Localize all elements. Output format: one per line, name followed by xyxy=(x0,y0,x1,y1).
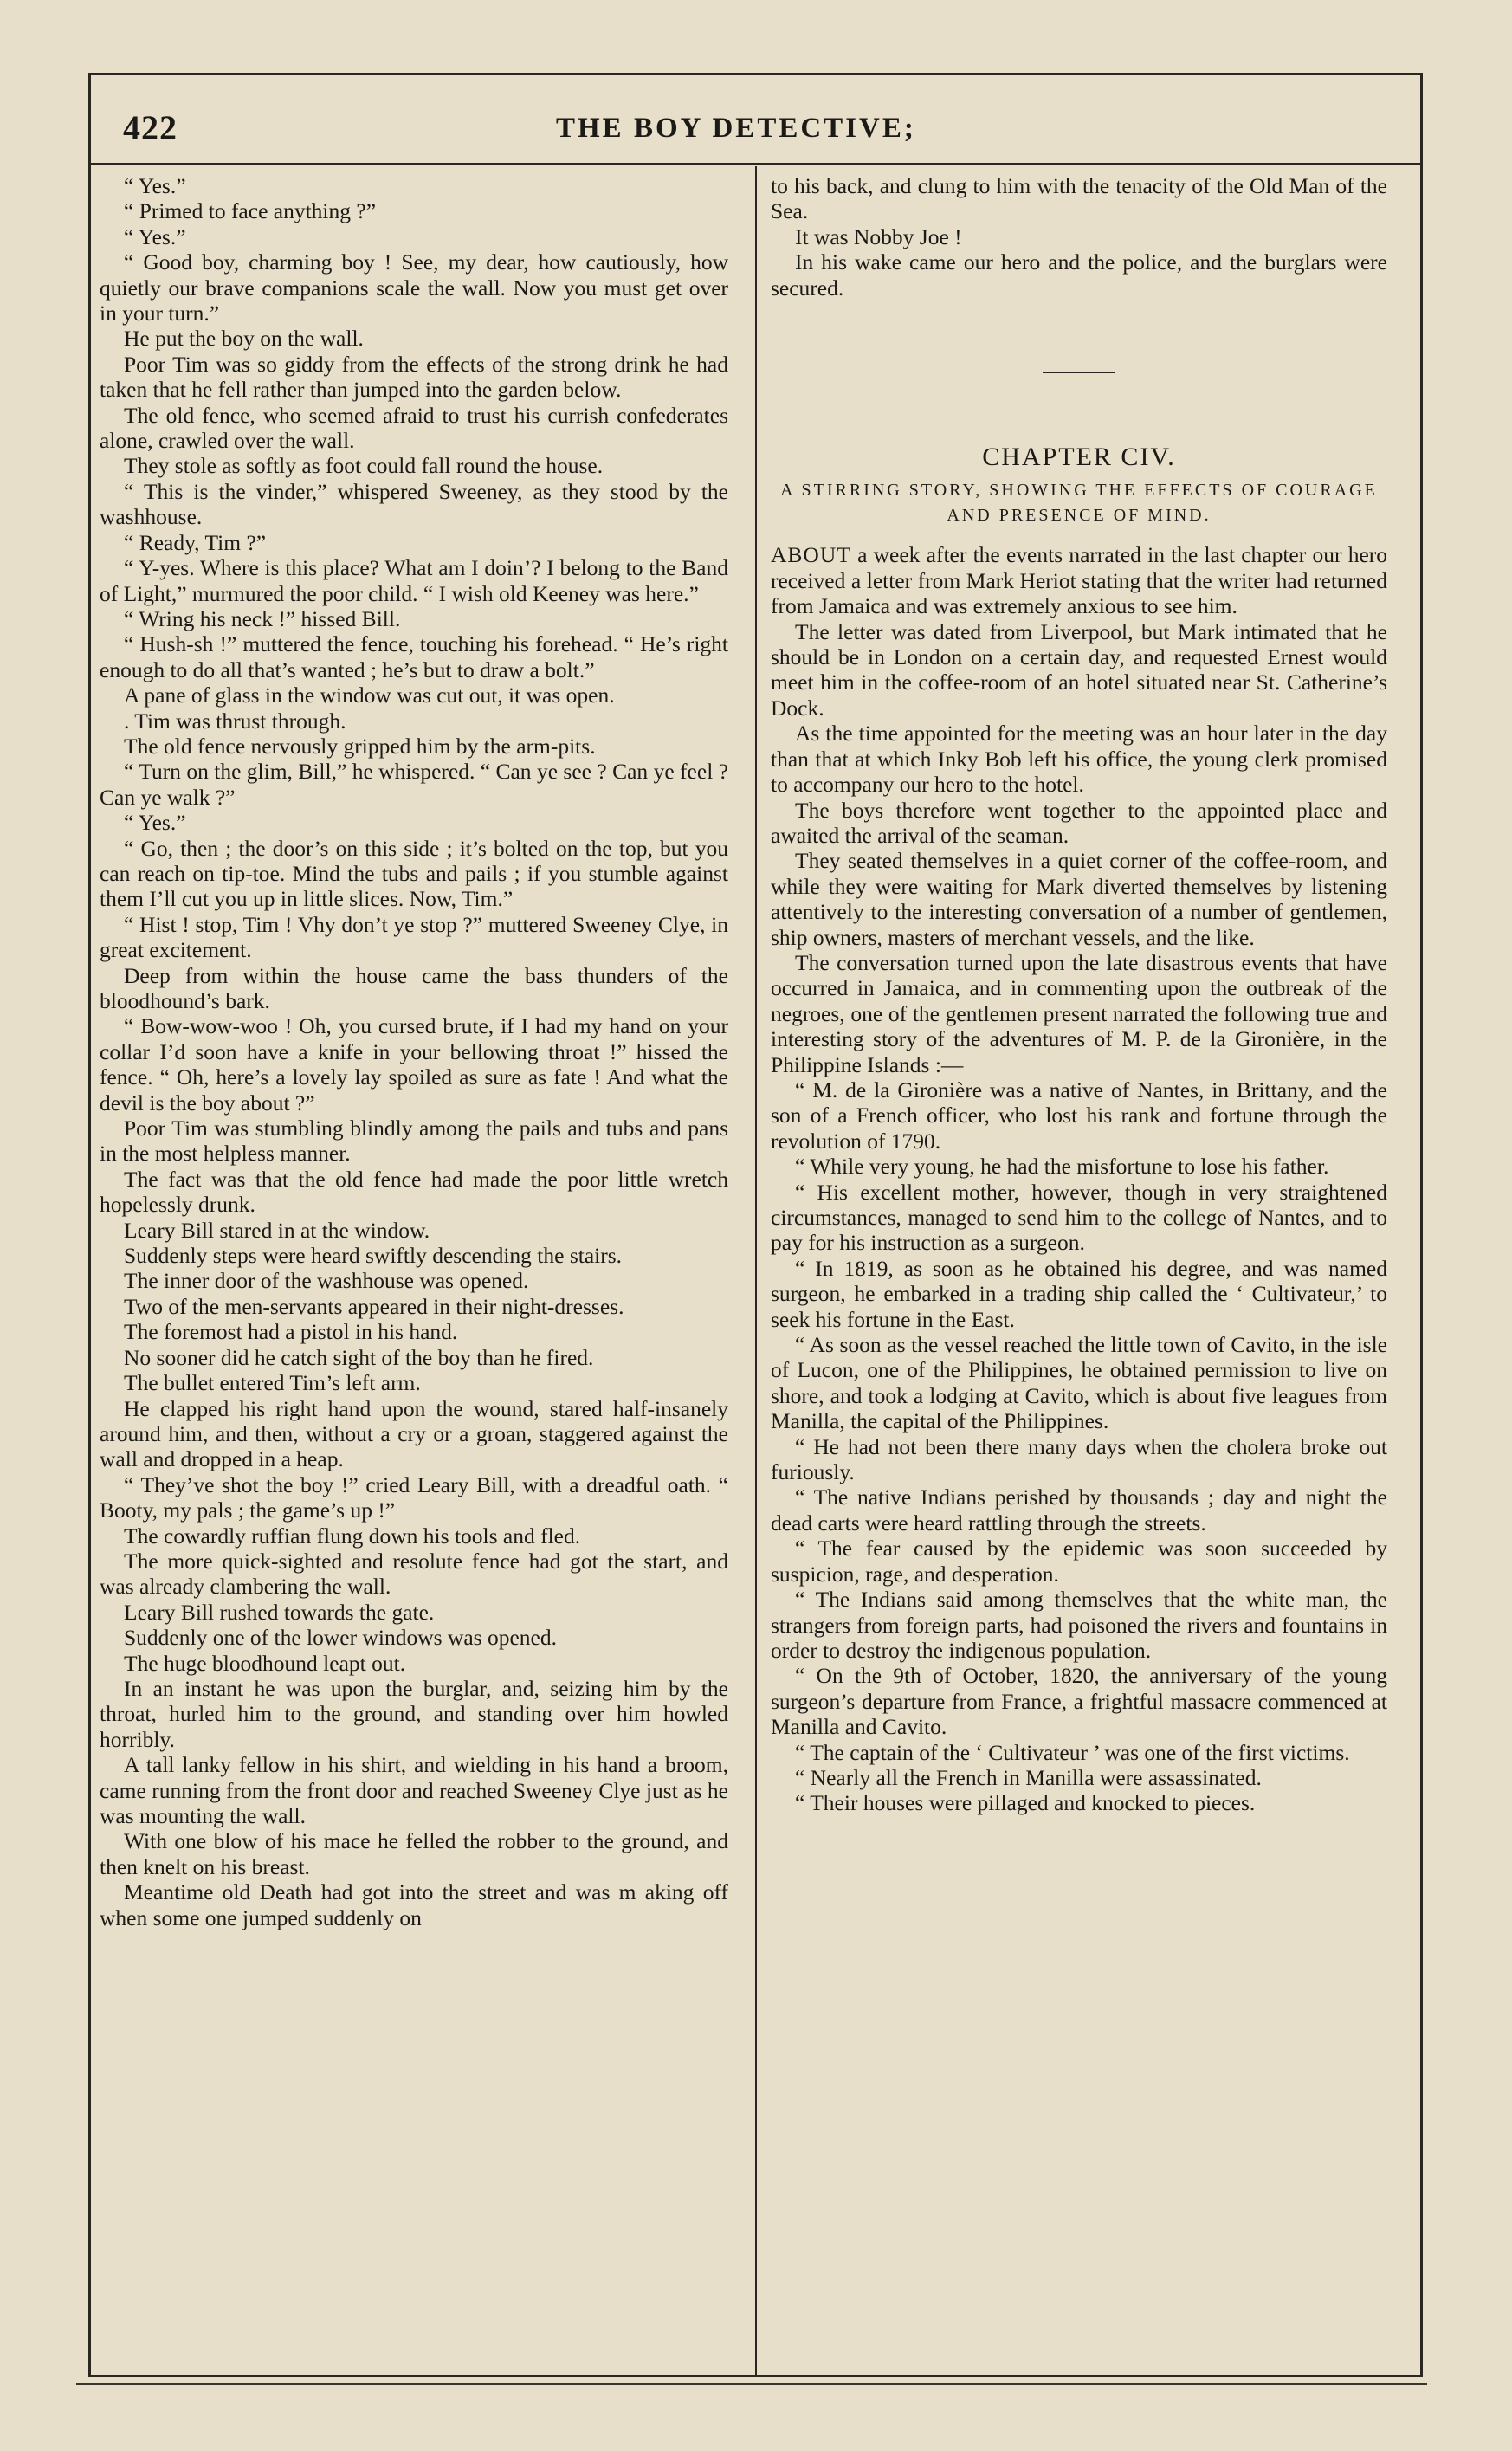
paragraph: As the time appointed for the meeting was an hour later in the day than that at which Inky Bob left his office, the young clerk promised to accompany our hero to the hotel. xyxy=(771,721,1387,798)
paragraph: A tall lanky fellow in his shirt, and wielding in his hand a broom, came running from the front door and reached Sweeney Clye just as he was mounting the wall. xyxy=(100,1752,728,1828)
paragraph: The bullet entered Tim’s left arm. xyxy=(124,1370,421,1396)
paragraph: “ As soon as the vessel reached the little town of Cavito, in the isle of Lucon, one of the Philippines, he obtained permission to live on shore, and took a lodging at Cavito, which is about five leagues from Manilla, the capital of the Philippines. xyxy=(771,1332,1387,1434)
paragraph: “ The fear caused by the epidemic was soon succeeded by suspicion, rage, and desperation. xyxy=(771,1536,1387,1587)
paragraph: “ Nearly all the French in Manilla were assassinated. xyxy=(795,1764,1262,1790)
frame-left-rule xyxy=(88,73,91,2375)
paragraph: The boys therefore went together to the appointed place and awaited the arrival of the seaman. xyxy=(771,797,1387,848)
frame-bottom-rule-outer xyxy=(76,2383,1427,2385)
paragraph: Suddenly one of the lower windows was opened. xyxy=(124,1625,557,1651)
paragraph: Leary Bill rushed towards the gate. xyxy=(124,1599,435,1625)
paragraph: “ His excellent mother, however, though in very straightened circumstances, managed to send him to the college of Nantes, and to pay for his instruction as a surgeon. xyxy=(771,1179,1387,1256)
page-number: 422 xyxy=(123,108,178,147)
paragraph: Deep from within the house came the bass thunders of the bloodhound’s bark. xyxy=(100,962,728,1013)
paragraph: “ They’ve shot the boy !” cried Leary Bill, with a dreadful oath. “ Booty, my pals ; the game’s up !” xyxy=(100,1471,728,1523)
paragraph: “ Good boy, charming boy ! See, my dear, how cautiously, how quietly our brave companions scale the wall. Now you must get over in your turn.” xyxy=(100,249,728,327)
paragraph: The inner door of the washhouse was opened. xyxy=(124,1268,529,1294)
paragraph: He put the boy on the wall. xyxy=(124,326,364,352)
paragraph: “ Hist ! stop, Tim ! Vhy don’t ye stop ?” muttered Sweeney Clye, in great excitement. xyxy=(100,911,728,963)
paragraph: No sooner did he catch sight of the boy than he fired. xyxy=(124,1344,594,1370)
paragraph: The fact was that the old fence had made the poor little wretch hopelessly drunk. xyxy=(100,1166,728,1218)
paragraph: “ Y-yes. Where is this place? What am I doin’? I belong to the Band of Light,” murmured the poor child. “ I wish old Keeney was here.” xyxy=(100,555,728,606)
paragraph: “ On the 9th of October, 1820, the anniversary of the young surgeon’s departure from France, a frightful massacre commenced at Manilla and Cavito. xyxy=(771,1663,1387,1740)
paragraph: “ He had not been there many days when the cholera broke out furiously. xyxy=(771,1433,1387,1485)
paragraph: “ Wring his neck !” hissed Bill. xyxy=(124,605,401,631)
right-column xyxy=(771,173,1387,1816)
paragraph: In his wake came our hero and the police, and the burglars were secured. xyxy=(771,249,1387,301)
paragraph: . Tim was thrust through. xyxy=(124,708,346,734)
paragraph: A pane of glass in the window was cut out, it was open. xyxy=(124,682,615,708)
paragraph: Poor Tim was stumbling blindly among the pails and tubs and pans in the most helpless manner. xyxy=(100,1116,728,1167)
paragraph: “ Go, then ; the door’s on this side ; it’s bolted on the top, but you can reach on tip-toe. Mind the tubs and pails ; if you stumble against them I’ll cut you up in little slices. Now, Tim.” xyxy=(100,835,728,912)
paragraph: He clapped his right hand upon the wound, stared half-insanely around him, and then, without a cry or a groan, staggered against the wall and dropped in a heap. xyxy=(100,1395,728,1472)
page-header xyxy=(88,73,1422,166)
paragraph: The more quick-sighted and resolute fence had got the start, and was already clambering the wall. xyxy=(100,1548,728,1600)
paragraph: “ Yes.” xyxy=(124,223,186,249)
right-column-top-text xyxy=(771,173,1387,301)
paragraph: “ Their houses were pillaged and knocked to pieces. xyxy=(795,1790,1256,1816)
paragraph: to his back, and clung to him with the tenacity of the Old Man of the Sea. xyxy=(771,173,1387,224)
paragraph: It was Nobby Joe ! xyxy=(795,223,962,249)
paragraph: The cowardly ruffian flung down his tools and fled. xyxy=(124,1523,581,1549)
paragraph: The letter was dated from Liverpool, but Mark intimated that he should be in London on a certain day, and requested Ernest would meet him in the coffee-room of an hotel situated near St. Catherine’s Dock. xyxy=(771,618,1387,721)
paragraph: “ The native Indians perished by thousands ; day and night the dead carts were heard rattling through the streets. xyxy=(771,1484,1387,1536)
header-rule xyxy=(88,163,1422,165)
paragraph: In an instant he was upon the burglar, and, seizing him by the throat, hurled him to the ground, and standing over him howled horribly. xyxy=(100,1675,728,1752)
paragraph: ABOUT a week after the events narrated in the last chapter our hero received a letter from Mark Heriot stating that the writer had returned from Jamaica and was extremely anxious to see him. xyxy=(771,542,1387,619)
paragraph: Two of the men-servants appeared in their night-dresses. xyxy=(124,1293,624,1319)
paragraph: “ Hush-sh !” muttered the fence, touching his forehead. “ He’s right enough to do all that’s wanted ; he’s but to draw a bolt.” xyxy=(100,631,728,682)
paragraph: “ The captain of the ‘ Cultivateur ’ was one of the first victims. xyxy=(795,1739,1350,1765)
paragraph: Leary Bill stared in at the window. xyxy=(124,1217,430,1243)
paragraph: “ While very young, he had the misfortune to lose his father. xyxy=(795,1154,1329,1180)
paragraph: “ Bow-wow-woo ! Oh, you cursed brute, if I had my hand on your collar I’d soon have a knife in your bellowing throat !” hissed the fence. “ Oh, here’s a lovely lay spoiled as sure as fate ! And what the devil is the boy about ?” xyxy=(100,1013,728,1116)
paragraph: “ Yes.” xyxy=(124,810,186,836)
paragraph: “ M. de la Gironière was a native of Nantes, in Brittany, and the son of a French officer, who lost his rank and fortune through the revolution of 1790. xyxy=(771,1077,1387,1154)
running-title: THE BOY DETECTIVE; xyxy=(556,113,916,144)
paragraph: Meantime old Death had got into the street and was m aking off when some one jumped suddenly on xyxy=(100,1879,728,1930)
paragraph: Poor Tim was so giddy from the effects of the strong drink he had taken that he fell rather than jumped into the garden below. xyxy=(100,351,728,403)
chapter-subtitle: A STIRRING STORY, SHOWING THE EFFECTS OF COURAGE AND PRESENCE OF MIND. xyxy=(780,481,1378,526)
paragraph: “ Turn on the glim, Bill,” he whispered. “ Can ye see ? Can ye feel ? Can ye walk ?” xyxy=(100,759,728,810)
paragraph: “ In 1819, as soon as he obtained his degree, and was named surgeon, he embarked in a trading ship called the ‘ Cultivateur,’ to seek his fortune in the East. xyxy=(771,1255,1387,1332)
column-divider xyxy=(755,166,757,2375)
paragraph: “ Primed to face anything ?” xyxy=(124,198,377,224)
paragraph: Suddenly steps were heard swiftly descending the stairs. xyxy=(124,1243,623,1269)
paragraph: The conversation turned upon the late disastrous events that have occurred in Jamaica, and in commenting upon the outbreak of the negroes, one of the gentlemen present narrated the following true and interesting story of the adventures of M. P. de la Gironière, in the Philippine Islands :— xyxy=(771,949,1387,1077)
paragraph: The foremost had a pistol in his hand. xyxy=(124,1319,458,1345)
frame-bottom-rule xyxy=(88,2375,1423,2377)
paragraph: The huge bloodhound leapt out. xyxy=(124,1650,406,1676)
paragraph: “ Ready, Tim ?” xyxy=(124,529,267,555)
frame-right-rule xyxy=(1420,73,1423,2375)
paragraph: The old fence nervously gripped him by the arm-pits. xyxy=(124,733,596,759)
left-column xyxy=(100,173,728,1930)
chapter-body xyxy=(771,542,1387,1815)
paragraph: “ The Indians said among themselves that the white man, the strangers from foreign parts, had poisoned the rivers and fountains in order to destroy the indigenous population. xyxy=(771,1587,1387,1663)
paragraph: The old fence, who seemed afraid to trust his currish confederates alone, crawled over the wall. xyxy=(100,402,728,454)
paragraph: “ This is the vinder,” whispered Sweeney, as they stood by the washhouse. xyxy=(100,478,728,530)
paragraph: They stole as softly as foot could fall round the house. xyxy=(124,453,604,479)
paragraph: “ Yes.” xyxy=(124,173,186,198)
chapter-title: CHAPTER CIV. xyxy=(982,443,1176,472)
paragraph: With one blow of his mace he felled the robber to the ground, and then knelt on his breast. xyxy=(100,1828,728,1879)
paragraph: They seated themselves in a quiet corner of the coffee-room, and while they were waiting for Mark diverted themselves by listening attentively to the interesting conversation of a number of gentlemen, ship owners, masters of merchant vessels, and the like. xyxy=(771,848,1387,950)
